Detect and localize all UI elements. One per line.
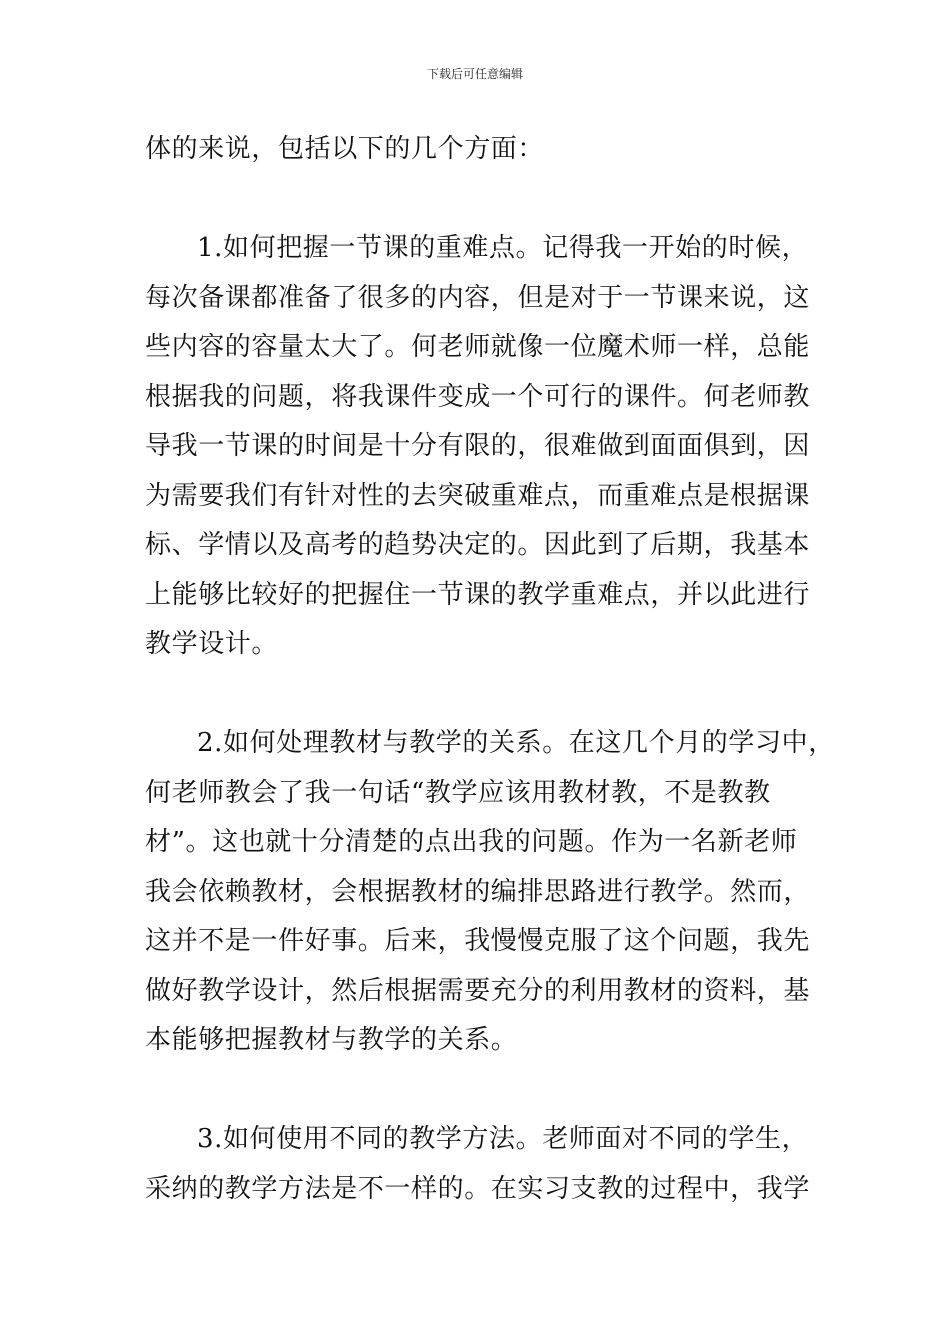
- paragraph-gap: [145, 175, 815, 225]
- paragraph-line: 标、学情以及高考的趋势决定的。因此到了后期，我基本: [145, 530, 811, 560]
- paragraph-line: 材”。这也就十分清楚的点出我的问题。作为一名新老师: [145, 827, 798, 857]
- paragraph-2: [145, 719, 835, 1066]
- paragraph-line: 教学设计。: [145, 629, 279, 659]
- paragraph-line: 上能够比较好的把握住一节课的教学重难点，并以此进行: [145, 579, 811, 610]
- paragraph-line: 3.如何使用不同的教学方法。老师面对不同的学生，: [197, 1124, 809, 1154]
- paragraph-line: 采纳的教学方法是不一样的。在实习支教的过程中，我学: [145, 1173, 811, 1204]
- page-header-note: 下载后可任意编辑: [426, 67, 523, 81]
- paragraph-line: 每次备课都准备了很多的内容，但是对于一节课来说，这: [145, 282, 811, 313]
- intro-line: 体的来说，包括以下的几个方面：: [145, 134, 545, 164]
- paragraph-line: 2.如何处理教材与教学的关系。在这几个月的学习中，: [197, 728, 835, 758]
- paragraph-line: 为需要我们有针对性的去突破重难点，而重难点是根据课: [145, 480, 811, 511]
- paragraph-gap: [145, 670, 815, 720]
- paragraph-gap: [145, 1066, 815, 1116]
- paragraph-3: [145, 1115, 815, 1214]
- paragraph-line: 本能够把握教材与教学的关系。: [145, 1025, 518, 1055]
- paragraph-line: 根据我的问题，将我课件变成一个可行的课件。何老师教: [145, 381, 811, 412]
- paragraph-line: 些内容的容量太大了。何老师就像一位魔术师一样，总能: [145, 332, 811, 362]
- paragraph-line: 何老师教会了我一句话“教学应该用教材教，不是教教: [145, 777, 771, 808]
- paragraph-line: 这并不是一件好事。后来，我慢慢克服了这个问题，我先: [145, 926, 811, 956]
- paragraph-line: 导我一节课的时间是十分有限的，很难做到面面俱到，因: [145, 431, 811, 461]
- paragraph-line: 做好教学设计，然后根据需要充分的利用教材的资料，基: [145, 975, 811, 1006]
- paragraph-line: 1.如何把握一节课的重难点。记得我一开始的时候，: [197, 233, 809, 263]
- paragraph-line: 我会依赖教材，会根据教材的编排思路进行教学。然而，: [145, 876, 811, 907]
- paragraph-1: [145, 224, 815, 670]
- document-body: [145, 125, 835, 1214]
